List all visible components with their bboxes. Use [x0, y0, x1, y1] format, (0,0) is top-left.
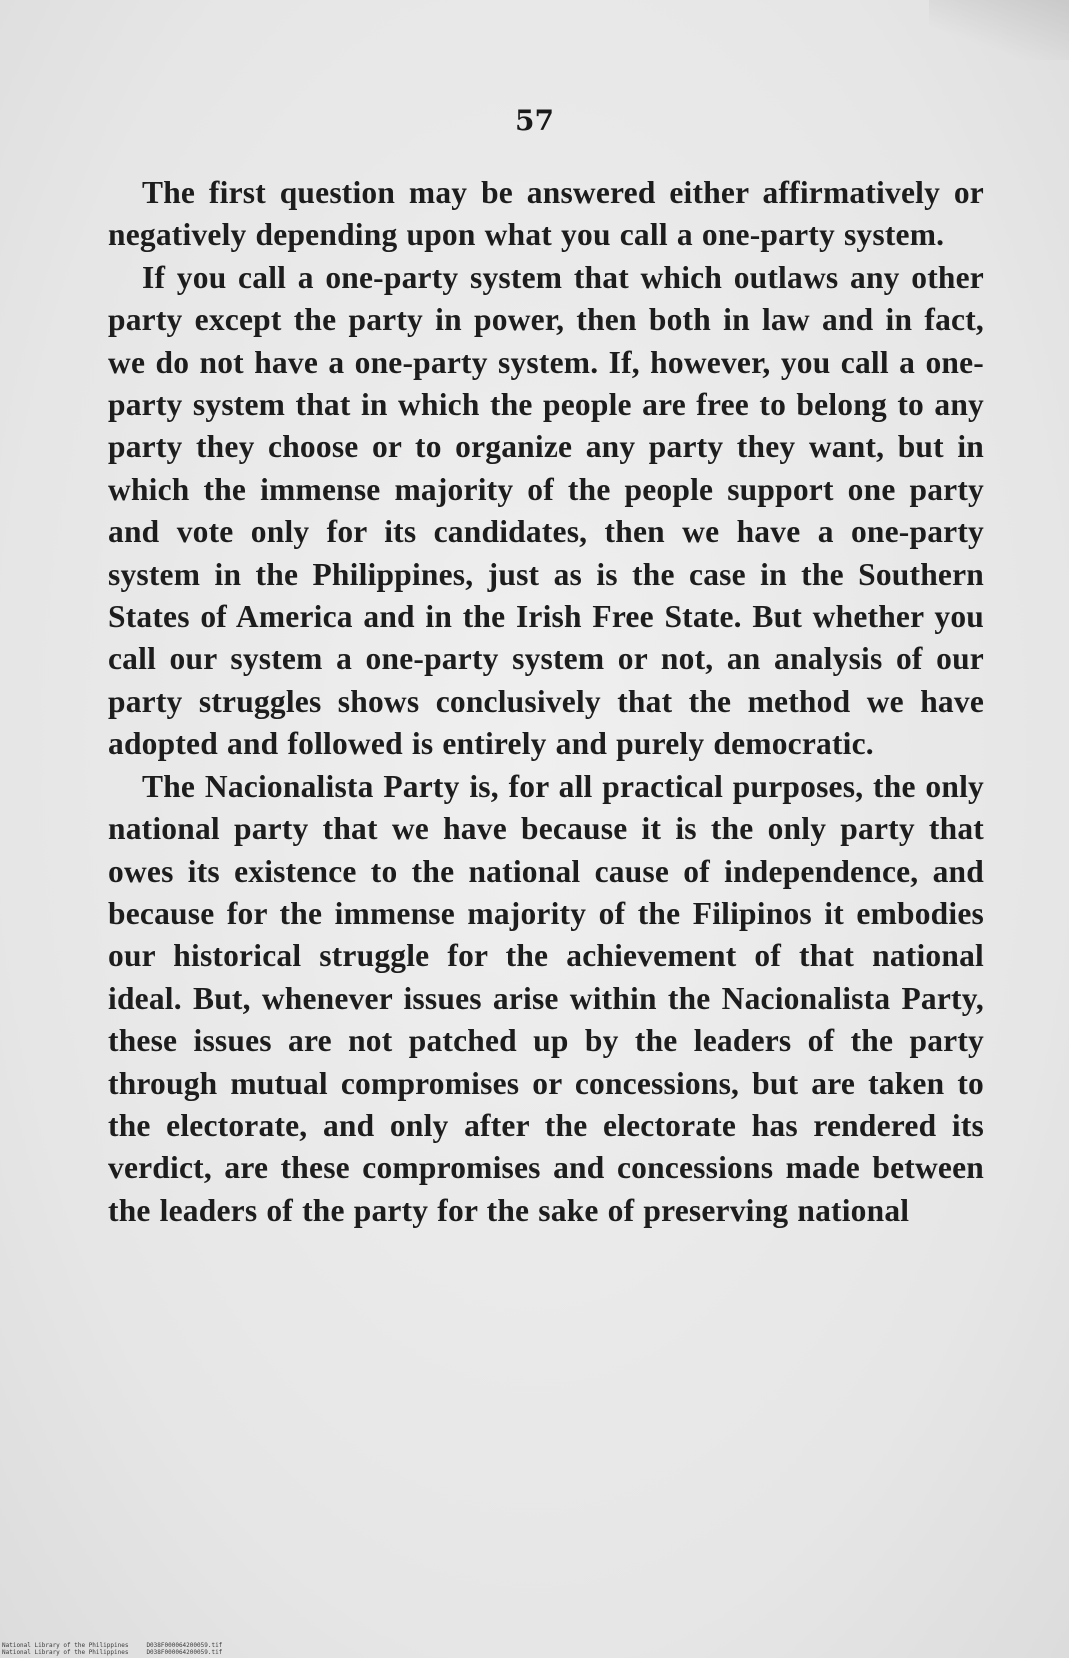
page-number: 57: [515, 104, 554, 137]
body-text: [108, 172, 984, 1232]
scan-footer: [2, 1642, 240, 1656]
footer-line-1: [2, 1642, 240, 1649]
footer-line-2: [2, 1649, 240, 1656]
footer-file: D038F000064200059.tif: [146, 1642, 223, 1649]
footer-source: National Library of the Philippines: [2, 1642, 129, 1649]
page-corner-shadow: [929, 0, 1069, 60]
paragraph-3: The Nacionalista Party is, for all practical purposes, the only national party that we have because it is the only party that owes its existence to the national cause of independence, and because for the immense majority of the Filipinos it embodies our historical struggle for the achievement of that national ideal. But, whenever issues arise within the Nacionalista Party, these issues are not patched up by the leaders of the party through mutual compromises or concessions, but are taken to the electorate, and only after the electorate has rendered its verdict, are these compromises and concessions made between the leaders of the party for the sake of preserving national: [108, 768, 984, 1228]
footer-source: National Library of the Philippines: [2, 1649, 129, 1656]
paragraph-2: If you call a one-party system that which outlaws any other party except the party in power, then both in law and in fact, we do not have a one-party system. If, however, you call a one-party system that in which the people are free to belong to any party they choose or to organize any party they want, but in which the immense majority of the people support one party and vote only for its candidates, then we have a one-party system in the Philippines, just as is the case in the Southern States of America and in the Irish Free State. But whether you call our system a one-party system or not, an analysis of our party struggles shows conclusively that the method we have adopted and followed is entirely and purely democratic.: [108, 259, 984, 762]
footer-file: D038F000064200059.tif: [146, 1649, 223, 1656]
paragraph-1: The first question may be answered either affirmatively or negatively depending upon what you call a one-party system.: [108, 175, 984, 253]
